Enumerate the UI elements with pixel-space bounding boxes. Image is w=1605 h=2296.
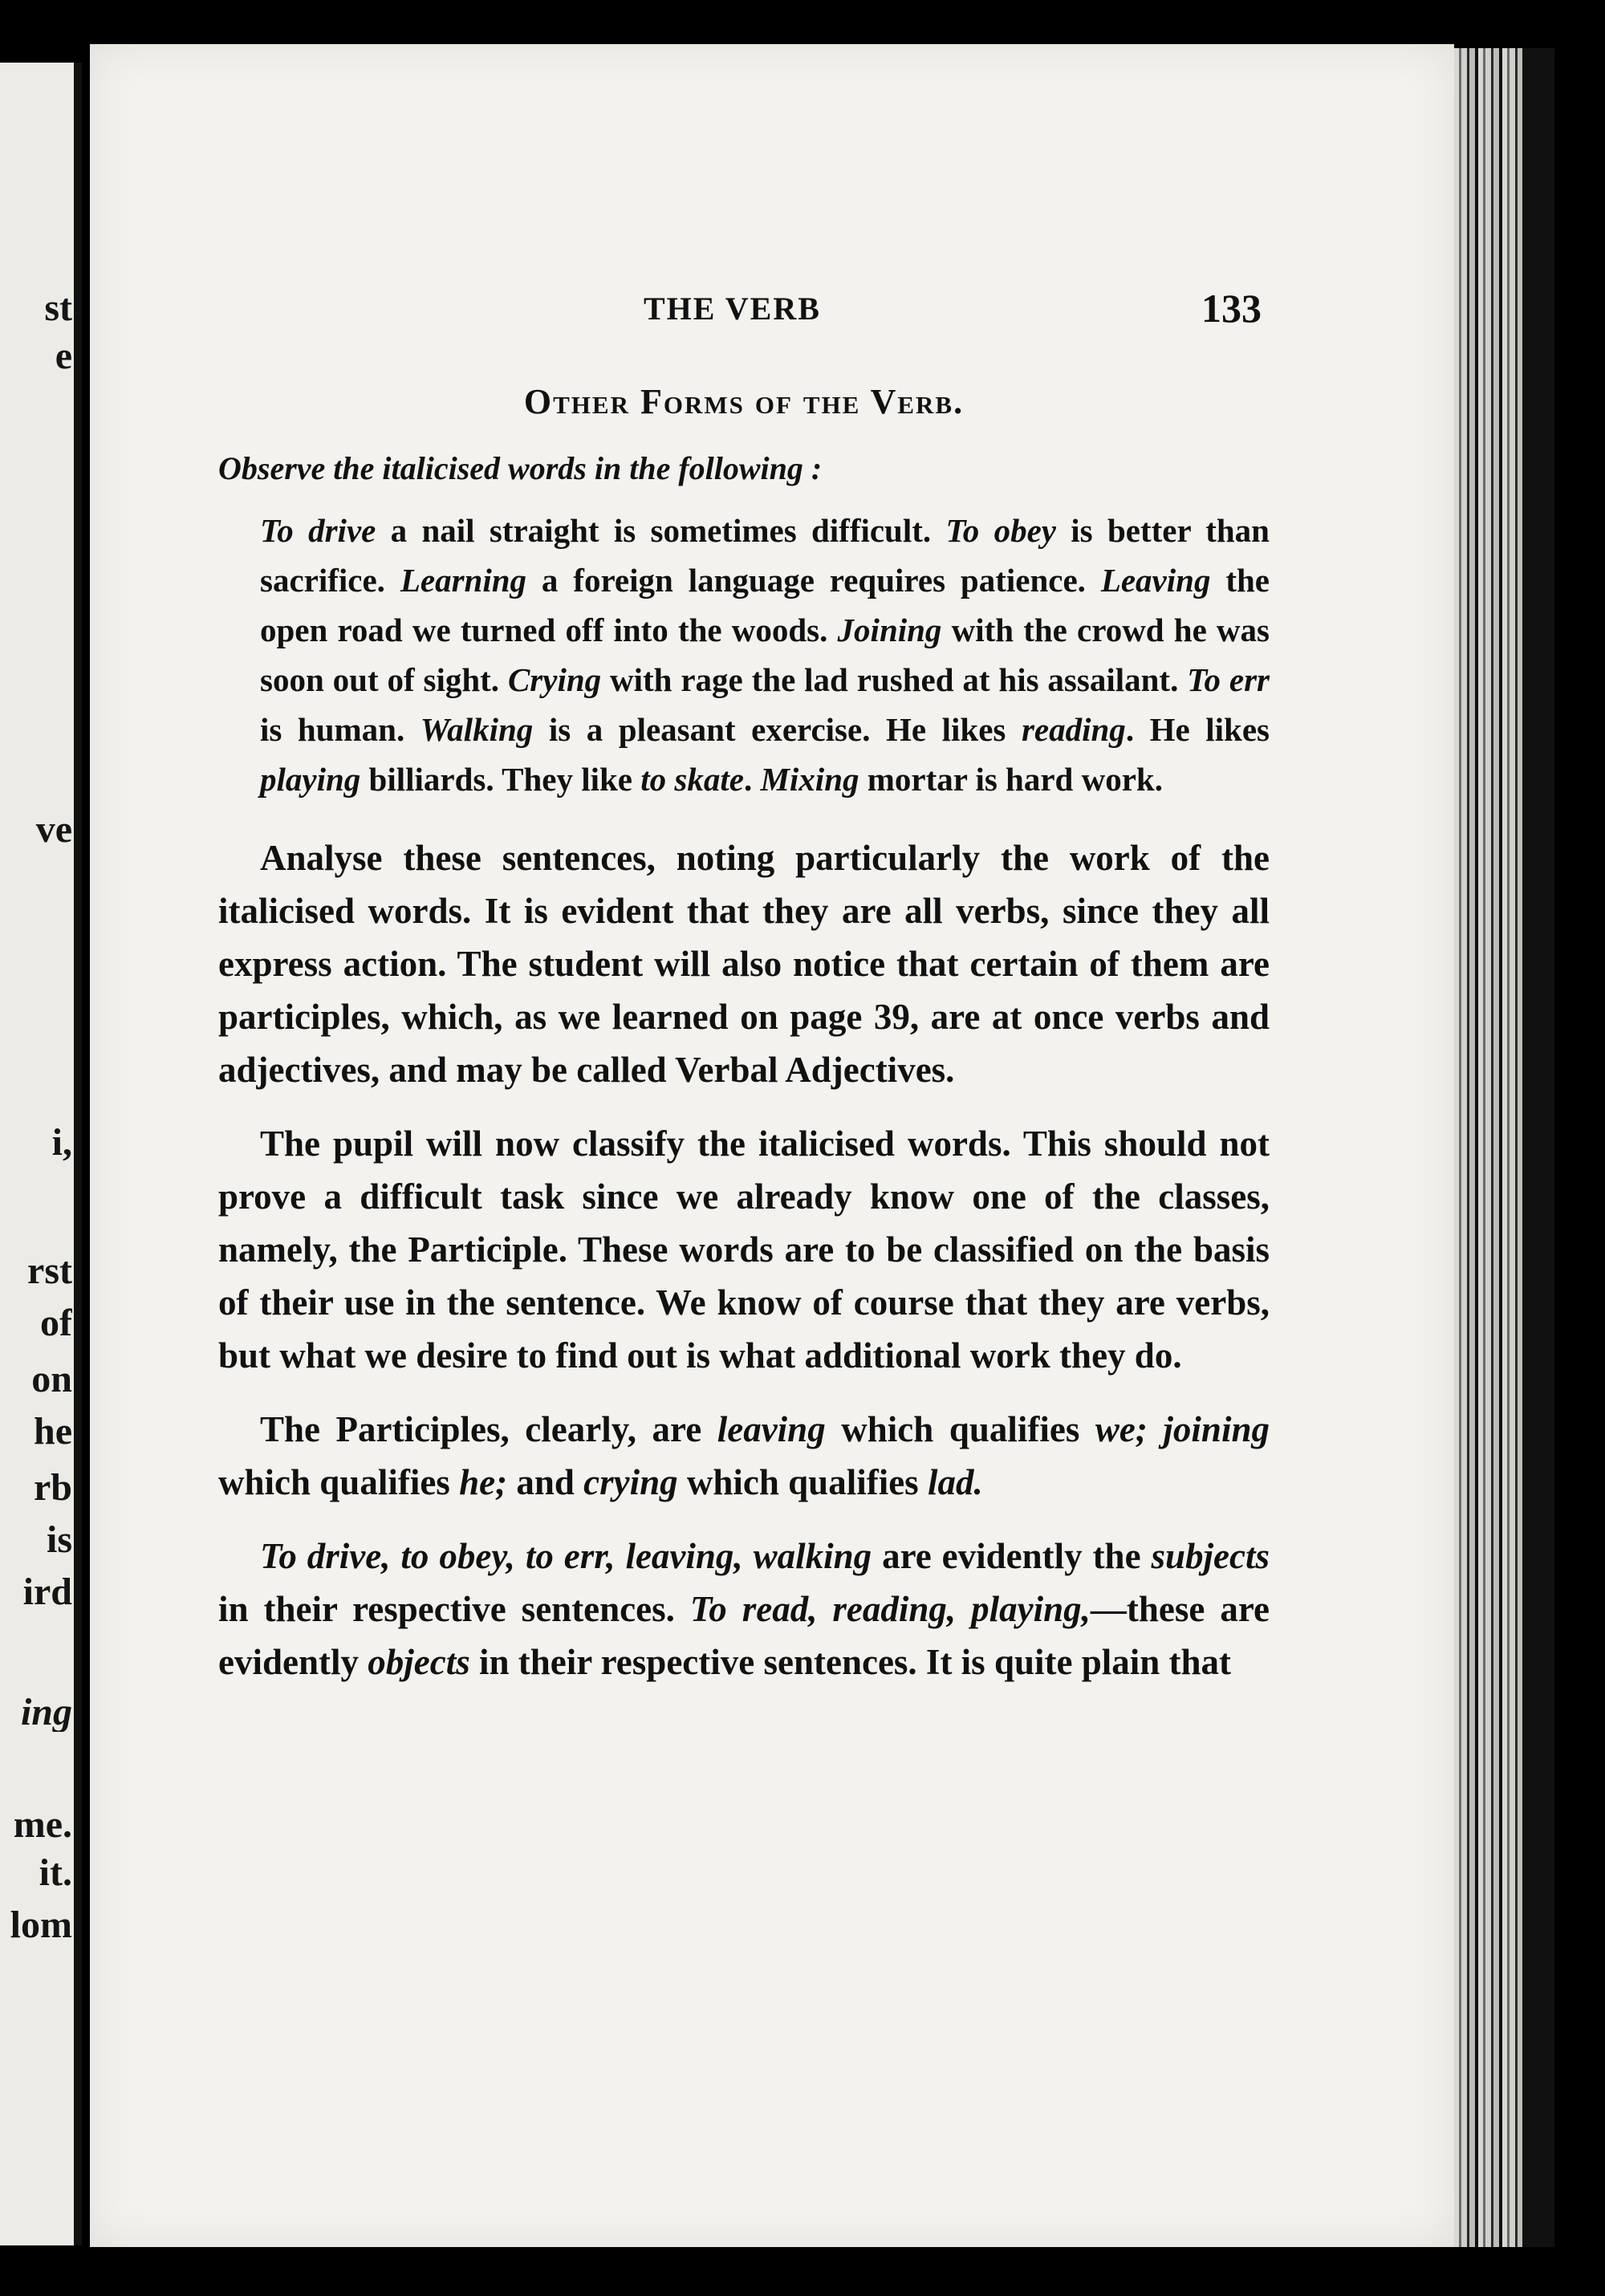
left-page-text-fragment: ird [22,1573,72,1611]
left-page-text-fragment: i, [51,1124,72,1162]
text-run: and [507,1462,584,1502]
text-run: . [743,761,761,798]
body-paragraphs [218,831,1270,1688]
text-run: a foreign language requires patience. [526,562,1101,599]
italic-text: leaving [717,1409,826,1449]
text-run: is better than sacrifice. [260,512,1270,599]
left-page-text-fragment: ing [20,1693,72,1732]
previous-page-fragment [0,63,82,2245]
text-run: which qualifies [218,1462,460,1502]
left-page-text-fragment: it. [39,1854,72,1892]
text-run: which qualifies [825,1409,1095,1449]
italic-text: To drive [260,512,376,549]
italic-text: To obey [945,512,1056,549]
left-page-text-fragment: he [34,1412,72,1451]
italic-text: crying [583,1462,678,1502]
text-run: with rage the lad rushed at his assailant. [601,661,1188,698]
italic-text: playing [260,761,361,798]
section-title: Other Forms of the Verb. [523,382,965,421]
italic-text: To drive, to obey, to err, leaving, walking [260,1536,872,1576]
text-run: in their respective sentences. It is quite plain that [469,1642,1232,1682]
left-page-text-fragment: me. [13,1806,72,1844]
running-title: THE VERB [644,291,821,327]
text-run: The Participles, clearly, are [260,1409,717,1449]
paragraph [218,1117,1270,1382]
intro-line: Observe the italicised words in the following : [218,450,823,486]
book-page [90,44,1454,2247]
text-run: . He likes [1125,711,1270,748]
text-run: is human. [260,711,421,748]
text-run: billiards. They like [360,761,641,798]
text-run: are evidently the [872,1536,1152,1576]
italic-text: Learning [400,562,527,599]
italic-text: Leaving [1100,562,1211,599]
paragraph [218,831,1270,1096]
text-run: which qualifies [677,1462,928,1502]
italic-text: he; [459,1462,508,1502]
italic-text: to skate [640,761,744,798]
paragraph [218,1403,1270,1509]
italic-text: Joining [837,612,942,648]
text-run: —these are evidently [218,1589,1270,1682]
italic-text: we; joining [1095,1409,1270,1449]
italic-text: To err [1187,661,1270,698]
running-header [90,285,1454,333]
left-page-text-fragment: of [40,1304,72,1343]
text-run: a nail straight is sometimes difficult. [376,512,946,549]
paragraph [218,1530,1270,1688]
left-page-text-fragment: rb [34,1469,72,1507]
example-sentences [260,506,1270,804]
text-run: in their respective sentences. [218,1589,690,1629]
page-edges [1454,48,1554,2247]
italic-text: subjects [1151,1536,1270,1576]
left-page-text-fragment: is [46,1521,72,1559]
text-run: with the crowd he was soon out of sight. [260,612,1270,698]
left-page-text-fragment: lom [10,1906,72,1944]
page-body [218,381,1270,1709]
left-page-text-fragment: ve [35,811,72,849]
italic-text: Crying [507,661,602,698]
left-page-text-fragment: rst [27,1252,72,1290]
italic-text: To read, reading, playing, [689,1589,1091,1629]
text-run: is a pleasant exercise. He likes [533,711,1022,748]
page-number: 133 [1201,286,1262,331]
italic-text: Walking [420,711,534,748]
left-page-text-fragment: st [44,289,72,327]
text-run: the open road we turned off into the woods. [260,562,1270,648]
italic-text: reading [1021,711,1126,748]
left-page-text-fragment: on [31,1360,72,1399]
italic-text: lad. [927,1462,983,1502]
text-run: mortar is hard work. [859,761,1163,798]
italic-text: objects [368,1642,470,1682]
italic-text: Mixing [760,761,859,798]
text-run: Analyse these sentences, noting particularly the work of the italicised words. It is evident that they are all verbs, since they all express action. The student will also notice that certain of them are participles, which, as we learned on page 39, are at once verbs and adjectives, and may be called Verbal Adjectives. [218,838,1270,1090]
text-run: The pupil will now classify the italicised words. This should not prove a difficult task since we already know one of the classes, namely, the Participle. These words are to be classified on the basis of their use in the sentence. We know of course that they are verbs, but what we desire to find out is what additional work they do. [218,1124,1270,1376]
left-page-text-fragment: e [55,337,72,376]
